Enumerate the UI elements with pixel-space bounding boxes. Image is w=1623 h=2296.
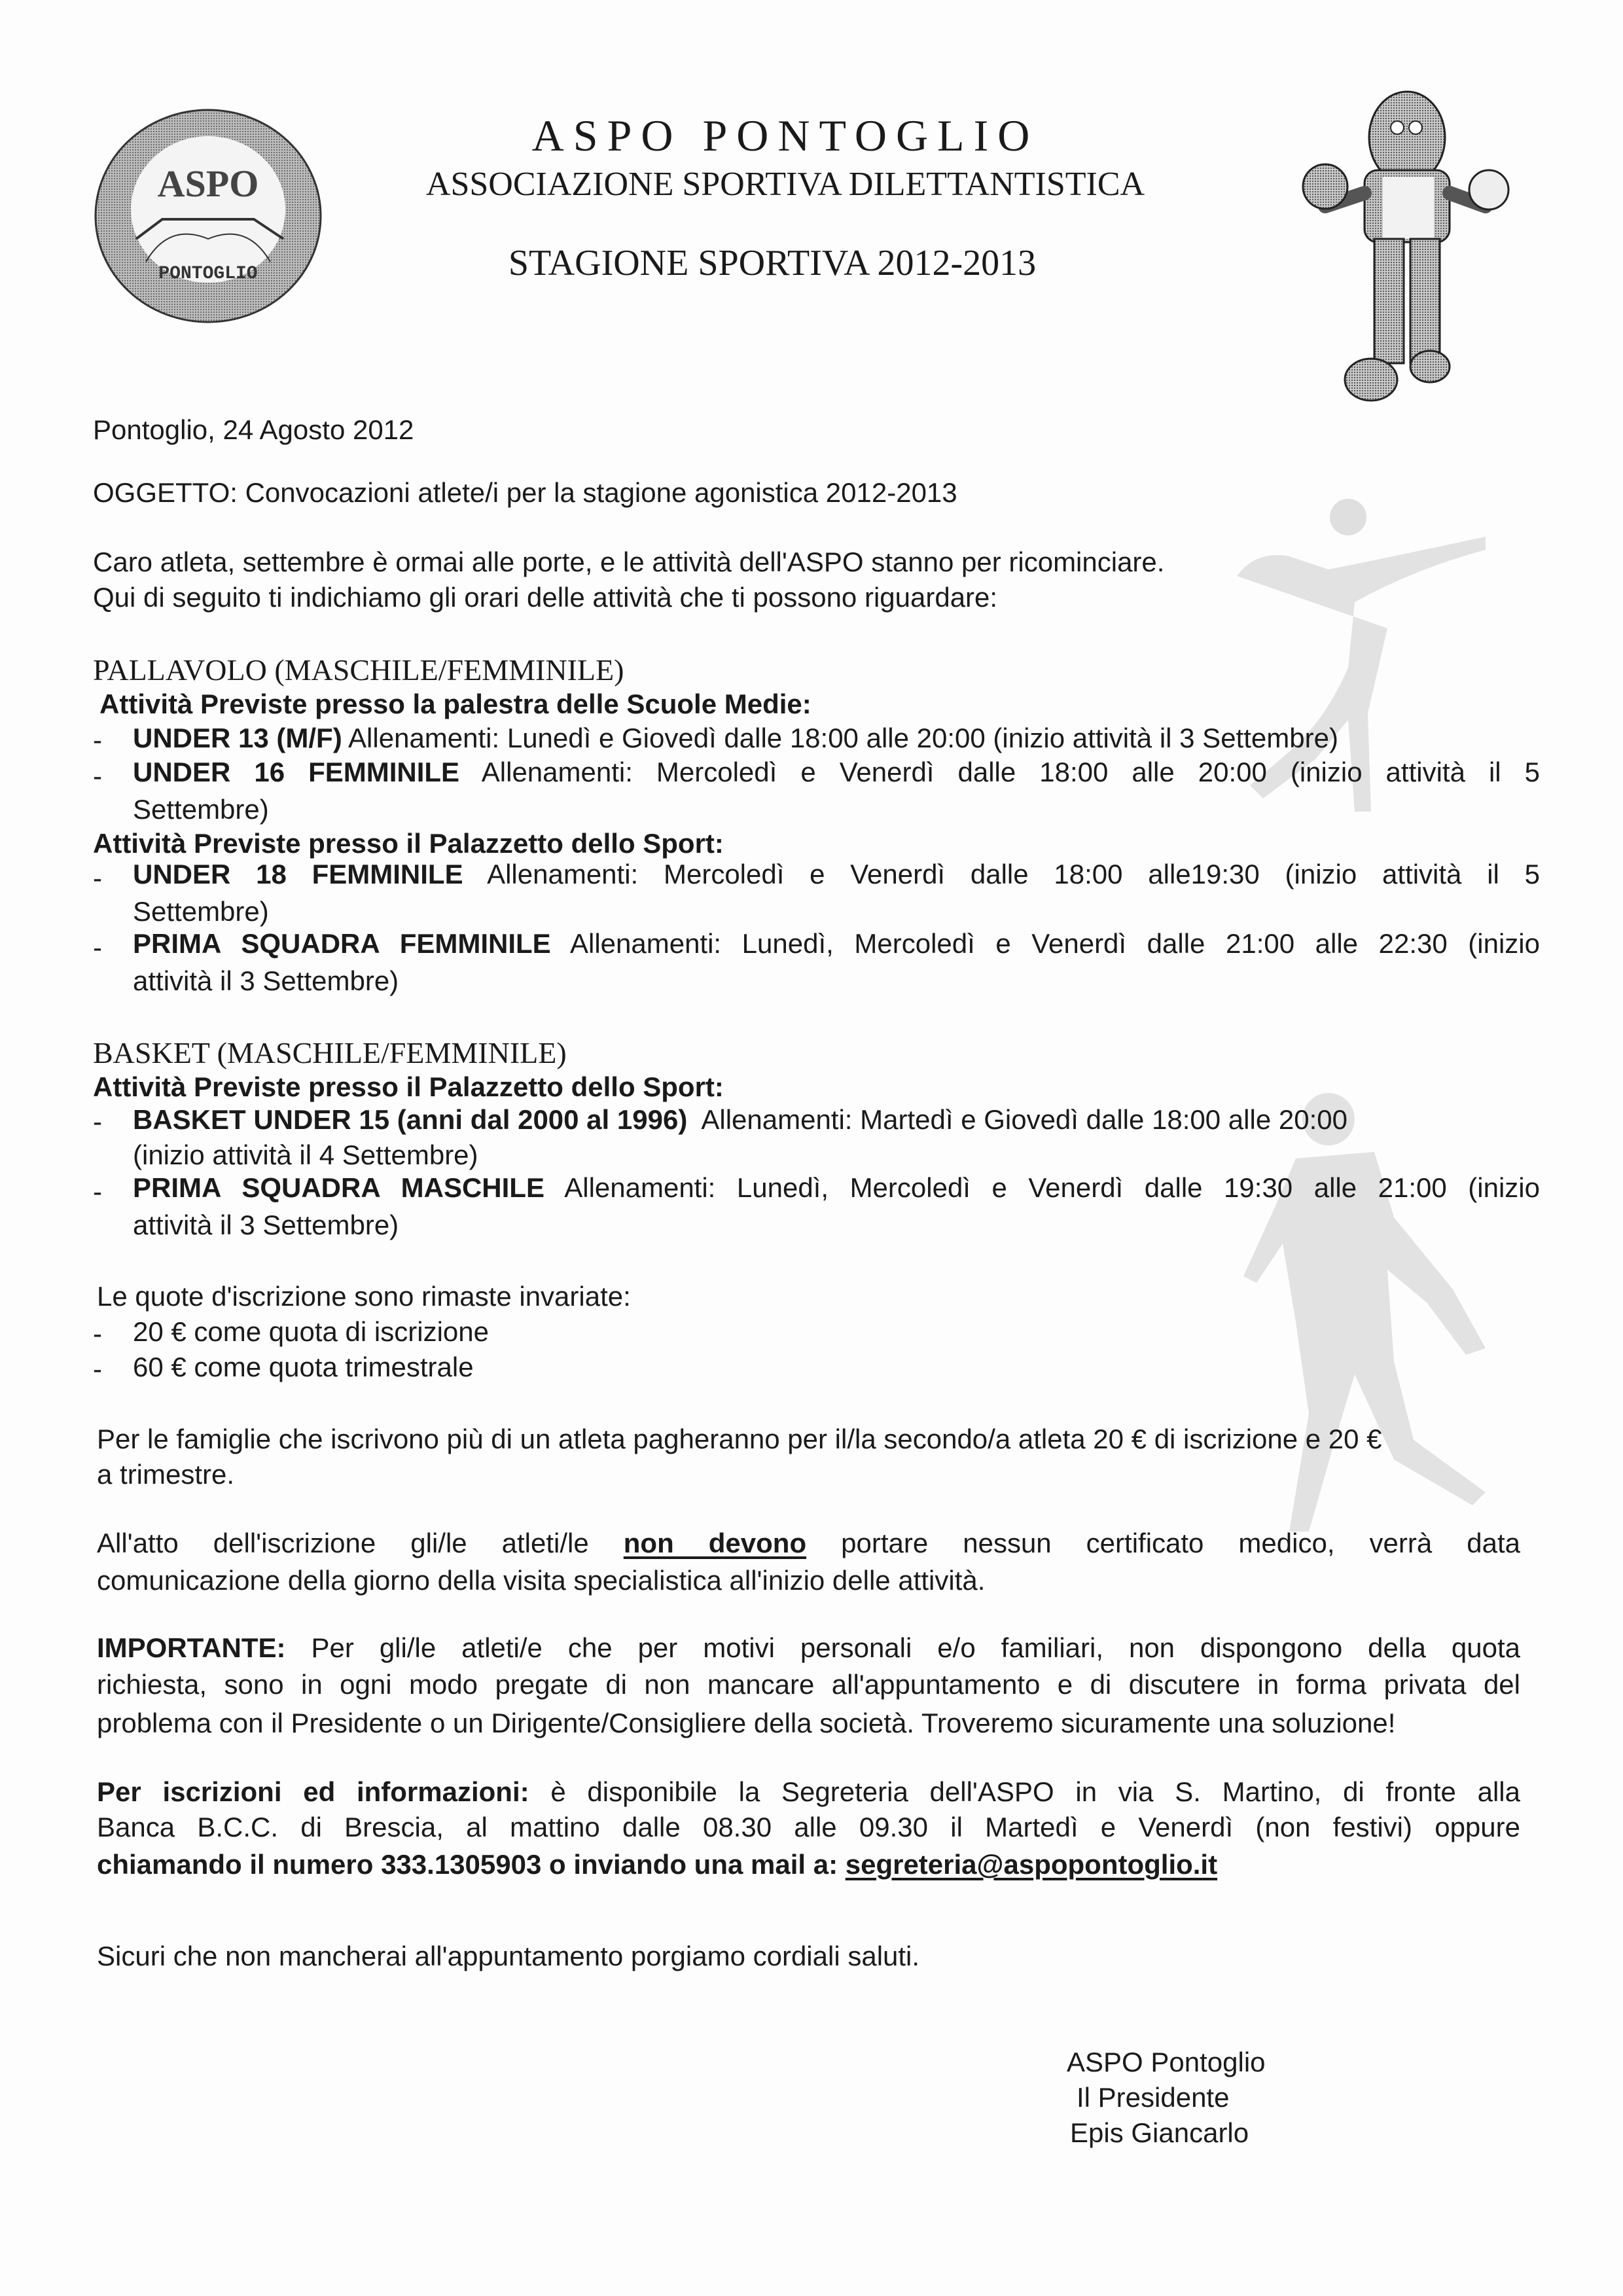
bullet: - — [93, 932, 102, 963]
logo-bottom-text: PONTOGLIO — [158, 264, 258, 284]
signature-org: ASPO Pontoglio — [1067, 2047, 1266, 2077]
team-schedule: Allenamenti: Mercoledì e Venerdì dalle 18:00 alle 20:00 (inizio attività il 5 — [481, 757, 1540, 787]
team-schedule: Allenamenti: Martedì e Giovedì dalle 18:00 alle 20:00 — [701, 1104, 1347, 1135]
team-schedule: Allenamenti: Mercoledì e Venerdì dalle 18:00 alle19:30 (inizio attività il 5 — [487, 859, 1540, 889]
medical-line-1 — [97, 1525, 1520, 1562]
bullet: - — [93, 761, 102, 791]
medical-text: All'atto dell'iscrizione gli/le atleti/le — [97, 1528, 589, 1558]
team-prima-squadra-maschile — [133, 1170, 1540, 1206]
team-name: UNDER 18 FEMMINILE — [133, 859, 463, 889]
intro-line-1: Caro atleta, settembre è ormai alle porte, e le attività dell'ASPO stanno per ricominciare. — [93, 547, 1165, 577]
family-discount-line-2: a trimestre. — [97, 1459, 235, 1490]
team-under13 — [133, 725, 1338, 752]
volleyball-player-silhouette-icon — [1198, 497, 1499, 864]
signature-role: Il Presidente — [1077, 2082, 1230, 2113]
fees-intro: Le quote d'iscrizione sono rimaste invariate: — [97, 1281, 631, 1312]
bullet: - — [93, 863, 102, 893]
pallavolo-section-title: PALLAVOLO (MASCHILE/FEMMINILE) — [93, 653, 624, 687]
subject-line: OGGETTO: Convocazioni atlete/i per la stagione agonistica 2012-2013 — [93, 477, 957, 508]
bullet: - — [93, 1354, 102, 1384]
team-prima-squadra-maschile-continued: attività il 3 Settembre) — [133, 1210, 399, 1240]
important-label: IMPORTANTE: — [97, 1632, 286, 1663]
team-under18 — [133, 856, 1540, 893]
contact-line-1 — [97, 1774, 1520, 1810]
bullet: - — [93, 1106, 102, 1137]
team-schedule: Allenamenti: Lunedì e Giovedì dalle 18:00 alle 20:00 (inizio attività il 3 Settembre) — [348, 723, 1338, 753]
contact-line-2: Banca B.C.C. di Brescia, al mattino dalle 08.30 alle 09.30 il Martedì e Venerdì (non festivi) oppure — [97, 1812, 1520, 1842]
bullet: - — [93, 1318, 102, 1349]
season-title: STAGIONE SPORTIVA 2012-2013 — [508, 243, 1037, 283]
basket-venue-palazzetto: Attività Previste presso il Palazzetto dello Sport: — [93, 1071, 724, 1102]
contact-label: Per iscrizioni ed informazioni: — [97, 1776, 529, 1807]
team-under16 — [133, 754, 1540, 791]
signature-name: Epis Giancarlo — [1070, 2117, 1249, 2148]
basketball-player-silhouette-icon — [1178, 1073, 1518, 1545]
contact-email-link[interactable]: segreteria@aspopontoglio.it — [845, 1849, 1218, 1880]
team-schedule: Allenamenti: Lunedì, Mercoledì e Venerdì dalle 19:30 alle 21:00 (inizio — [564, 1172, 1540, 1203]
team-name: UNDER 16 FEMMINILE — [133, 757, 460, 787]
important-line-2: richiesta, sono in ogni modo pregate di non mancare all'appuntamento e di discutere in forma privata del — [97, 1669, 1520, 1700]
bullet: - — [93, 725, 102, 755]
medical-emphasis: non devono — [623, 1528, 807, 1558]
team-name: PRIMA SQUADRA FEMMINILE — [133, 928, 551, 959]
team-name: PRIMA SQUADRA MASCHILE — [133, 1172, 544, 1203]
org-name: ASPO PONTOGLIO — [531, 111, 1039, 160]
team-under18-continued: Settembre) — [133, 896, 269, 927]
logo-top-text: ASPO — [157, 162, 259, 205]
mascot-icon — [1299, 79, 1515, 419]
team-under16-continued: Settembre) — [133, 794, 269, 825]
team-basket-under15-continued: (inizio attività il 4 Settembre) — [133, 1139, 478, 1170]
important-line-3: problema con il Presidente o un Dirigente/Consigliere della società. Troveremo sicuramente una soluzione! — [97, 1708, 1396, 1738]
org-subtitle: ASSOCIAZIONE SPORTIVA DILETTANTISTICA — [425, 166, 1145, 203]
team-prima-squadra-femminile — [133, 925, 1540, 962]
bullet: - — [93, 1176, 102, 1207]
pallavolo-venue-scuole-medie: Attività Previste presso la palestra delle Scuole Medie: — [99, 689, 812, 719]
team-name: UNDER 13 (M/F) — [133, 723, 342, 753]
team-name: BASKET UNDER 15 (anni dal 2000 al 1996) — [133, 1104, 688, 1135]
place-date: Pontoglio, 24 Agosto 2012 — [93, 414, 414, 445]
intro-line-2: Qui di seguito ti indichiamo gli orari delle attività che ti possono riguardare: — [93, 582, 998, 613]
contact-text: è disponibile la Segreteria dell'ASPO in via S. Martino, di fronte alla — [550, 1776, 1520, 1807]
basket-section-title: BASKET (MASCHILE/FEMMINILE) — [93, 1036, 567, 1069]
team-basket-under15 — [133, 1106, 1347, 1134]
contact-phone-text: chiamando il numero 333.1305903 o inviando una mail a: — [97, 1849, 838, 1880]
fee-item-quarterly: 60 € come quota trimestrale — [133, 1352, 474, 1382]
pallavolo-venue-palazzetto: Attività Previste presso il Palazzetto dello Sport: — [93, 828, 724, 859]
medical-line-2: comunicazione della giorno della visita specialistica all'inizio delle attività. — [97, 1565, 986, 1596]
family-discount-line-1: Per le famiglie che iscrivono più di un atleta pagheranno per il/la secondo/a atleta 20 € di iscrizione e 20 € — [97, 1424, 1382, 1454]
medical-text: portare nessun certificato medico, verrà data — [841, 1528, 1520, 1558]
fee-item-registration: 20 € come quota di iscrizione — [133, 1316, 489, 1347]
closing-line: Sicuri che non mancherai all'appuntamento porgiamo cordiali saluti. — [97, 1941, 920, 1971]
important-text: Per gli/le atleti/e che per motivi personali e/o familiari, non dispongono della quota — [311, 1632, 1520, 1663]
important-line-1 — [97, 1630, 1520, 1666]
team-schedule: Allenamenti: Lunedì, Mercoledì e Venerdì dalle 21:00 alle 22:30 (inizio — [569, 928, 1541, 959]
team-prima-squadra-femminile-continued: attività il 3 Settembre) — [133, 965, 399, 996]
contact-line-3 — [97, 1851, 1217, 1878]
